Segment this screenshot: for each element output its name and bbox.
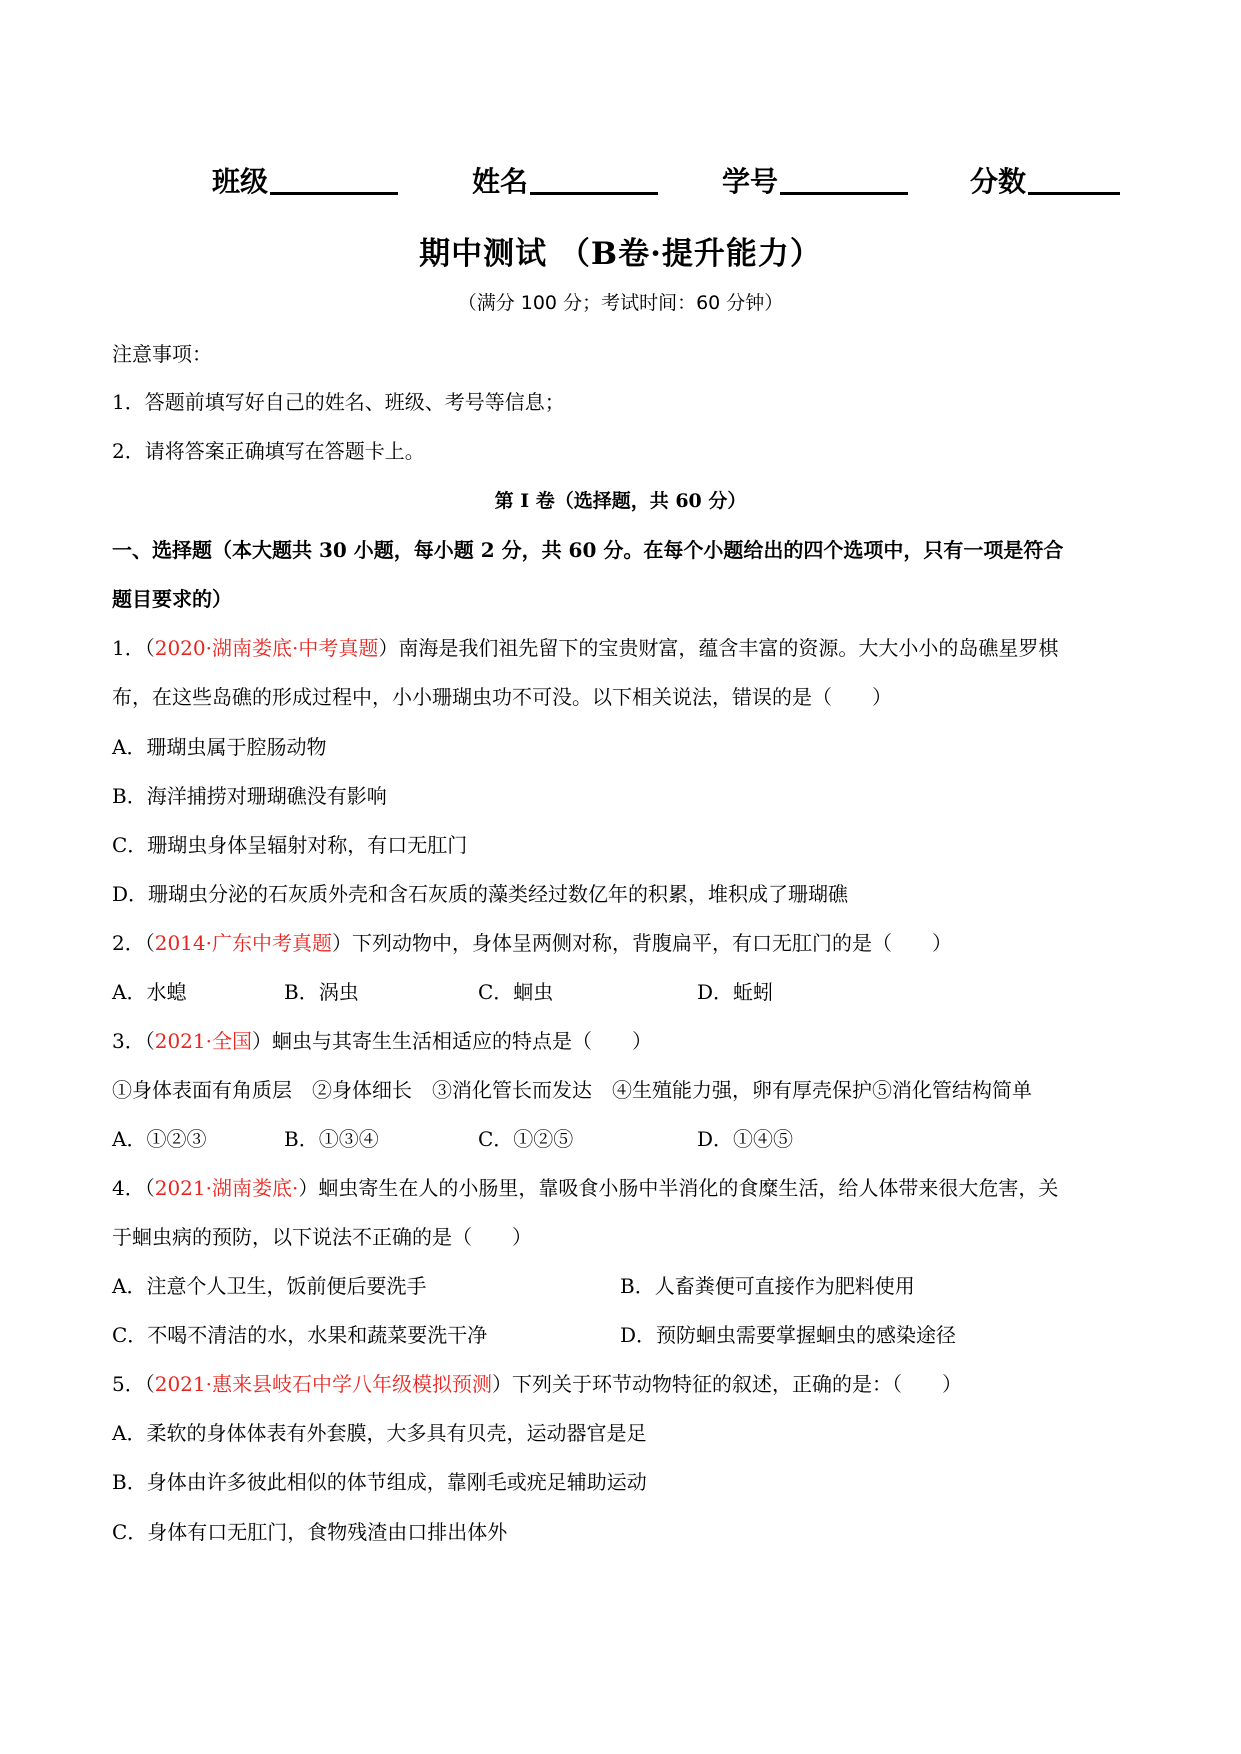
question-1-option-c[interactable]: C．珊瑚虫身体呈辐射对称，有口无肛门	[112, 833, 468, 857]
question-1-number: 1．（	[112, 636, 155, 660]
note-item-2: 2．请将答案正确填写在答题卡上。	[112, 439, 425, 463]
question-3-text: ）蛔虫与其寄生生活相适应的特点是（ ）	[252, 1029, 652, 1053]
question-5-option-c[interactable]: C．身体有口无肛门，食物残渣由口排出体外	[112, 1520, 508, 1544]
question-5-source: 2021·惠来县岐石中学八年级模拟预测	[154, 1372, 492, 1396]
student-id-blank[interactable]	[780, 162, 908, 195]
question-2-number: 2．（	[112, 931, 155, 955]
question-2-text: ）下列动物中，身体呈两侧对称，背腹扁平，有口无肛门的是（ ）	[332, 931, 952, 955]
question-3-options	[112, 1125, 1129, 1153]
notes-heading: 注意事项：	[112, 342, 212, 366]
question-3-option-d[interactable]: D．①④⑤	[697, 1127, 794, 1151]
note-item-1: 1．答题前填写好自己的姓名、班级、考号等信息；	[112, 390, 565, 414]
section-intro-line-2: 题目要求的）	[112, 587, 232, 611]
question-4-option-c[interactable]: C．不喝不清洁的水，水果和蔬菜要洗干净	[112, 1323, 488, 1347]
class-label: 班级	[212, 165, 269, 198]
question-4-option-b[interactable]: B．人畜粪便可直接作为肥料使用	[620, 1274, 915, 1298]
question-4-text-b: 于蛔虫病的预防，以下说法不正确的是（ ）	[112, 1225, 532, 1249]
question-3-option-b[interactable]: B．①③④	[284, 1127, 379, 1151]
question-1-text-b: 布，在这些岛礁的形成过程中，小小珊瑚虫功不可没。以下相关说法，错误的是（ ）	[112, 685, 892, 709]
question-3-items: ①身体表面有角质层 ②身体细长 ③消化管长而发达 ④生殖能力强，卵有厚壳保护⑤消化管结构简单	[112, 1078, 1032, 1102]
question-4-number: 4．（	[112, 1176, 155, 1200]
question-1-option-d[interactable]: D．珊瑚虫分泌的石灰质外壳和含石灰质的藻类经过数亿年的积累，堆积成了珊瑚礁	[112, 882, 849, 906]
question-3-source: 2021·全国	[154, 1029, 252, 1053]
question-3-option-c[interactable]: C．①②⑤	[478, 1127, 574, 1151]
score-blank[interactable]	[1028, 162, 1120, 195]
class-field	[212, 160, 398, 200]
question-2-option-b[interactable]: B．涡虫	[284, 980, 359, 1004]
question-1-option-a[interactable]: A．珊瑚虫属于腔肠动物	[112, 735, 327, 759]
question-4-options-row-2	[112, 1321, 1129, 1349]
exam-title: 期中测试 （B卷·提升能力）	[419, 236, 822, 272]
question-1-text-a: ）南海是我们祖先留下的宝贵财富，蕴含丰富的资源。大大小小的岛礁星罗棋	[378, 636, 1059, 660]
question-4-option-d[interactable]: D．预防蛔虫需要掌握蛔虫的感染途径	[620, 1323, 957, 1347]
student-id-field	[722, 160, 908, 200]
question-5-option-a[interactable]: A．柔软的身体体表有外套膜，大多具有贝壳，运动器官是足	[112, 1421, 647, 1445]
question-5-option-b[interactable]: B．身体由许多彼此相似的体节组成，靠刚毛或疣足辅助运动	[112, 1470, 647, 1494]
question-2-option-c[interactable]: C．蛔虫	[478, 980, 554, 1004]
question-3-stem	[112, 1027, 652, 1055]
student-id-label: 学号	[722, 165, 779, 198]
question-2-option-d[interactable]: D．蚯蚓	[697, 980, 774, 1004]
question-3-option-a[interactable]: A．①②③	[112, 1127, 207, 1151]
question-2-options	[112, 978, 1129, 1006]
question-4-source: 2021·湖南娄底·	[154, 1176, 299, 1200]
question-4-text-a: ）蛔虫寄生在人的小肠里，靠吸食小肠中半消化的食糜生活，给人体带来很大危害，关	[298, 1176, 1059, 1200]
section-intro-line-1: 一、选择题（本大题共 30 小题，每小题 2 分，共 60 分。在每个小题给出的四个选项中，只有一项是符合	[112, 538, 1064, 562]
score-field	[970, 160, 1120, 200]
question-2-stem	[112, 929, 952, 957]
question-1-source: 2020·湖南娄底·中考真题	[154, 636, 379, 660]
exam-subtitle: （满分 100 分；考试时间：60 分钟）	[457, 292, 784, 314]
question-5-text: ）下列关于环节动物特征的叙述，正确的是：（ ）	[492, 1372, 962, 1396]
question-1-option-b[interactable]: B．海洋捕捞对珊瑚礁没有影响	[112, 784, 387, 808]
question-3-number: 3．（	[112, 1029, 155, 1053]
question-2-source: 2014·广东中考真题	[154, 931, 332, 955]
question-5-stem	[112, 1370, 962, 1398]
question-4-option-a[interactable]: A．注意个人卫生，饭前便后要洗手	[112, 1274, 427, 1298]
question-5-number: 5．（	[112, 1372, 155, 1396]
student-info-header	[212, 160, 1132, 204]
name-blank[interactable]	[530, 162, 658, 195]
volume-heading: 第 I 卷（选择题，共 60 分）	[494, 490, 747, 512]
name-label: 姓名	[472, 165, 529, 198]
question-4-options-row-1	[112, 1272, 1129, 1300]
class-blank[interactable]	[270, 162, 398, 195]
score-label: 分数	[970, 165, 1027, 198]
question-1-stem	[112, 634, 1058, 662]
question-4-stem	[112, 1174, 1058, 1202]
question-2-option-a[interactable]: A．水螅	[112, 980, 187, 1004]
name-field	[472, 160, 658, 200]
